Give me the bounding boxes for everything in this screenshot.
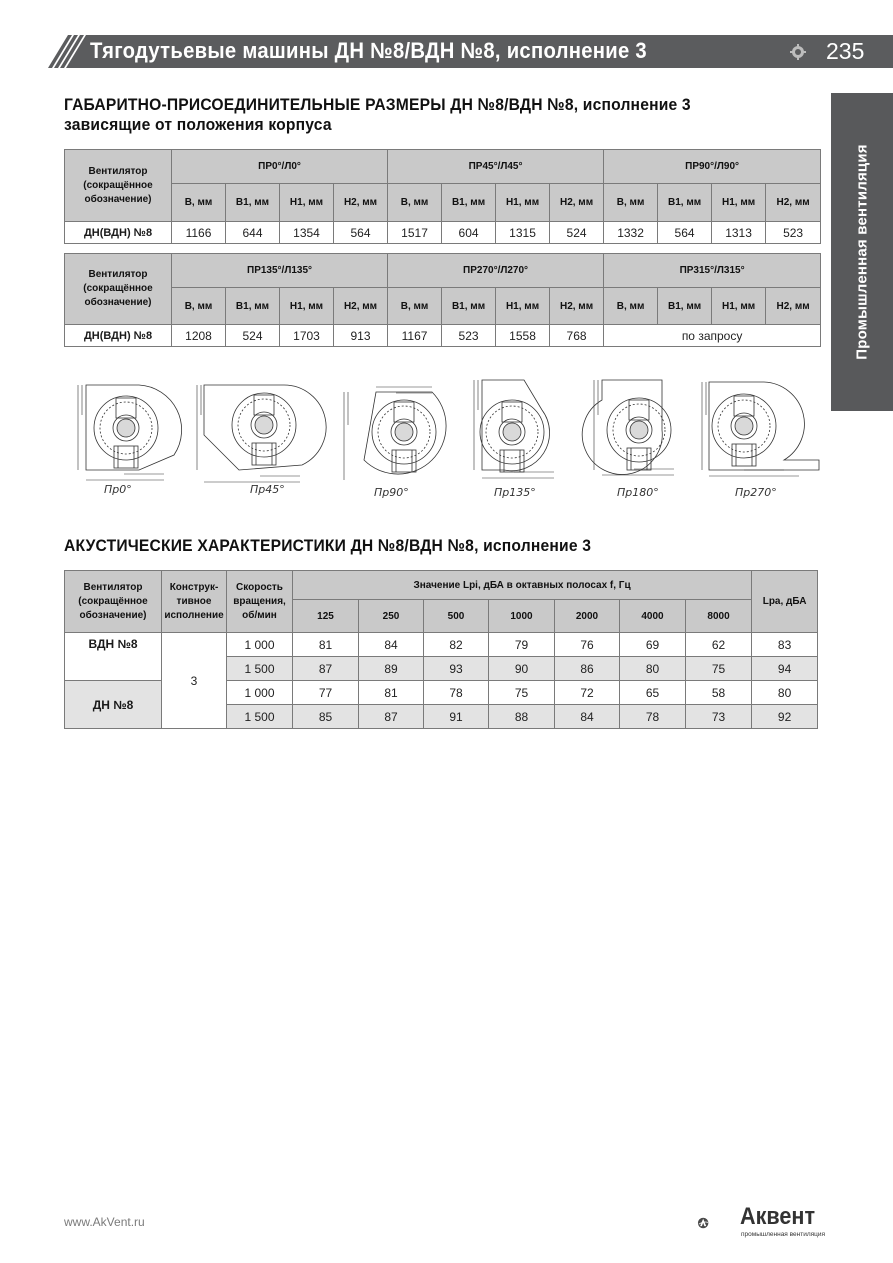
drawing-caption: Пр135° bbox=[494, 486, 536, 499]
cell: 768 bbox=[550, 325, 604, 347]
speed-cell: 1 500 bbox=[227, 705, 293, 729]
cell: 524 bbox=[550, 222, 604, 244]
cell: 88 bbox=[489, 705, 555, 729]
cell: 79 bbox=[489, 633, 555, 657]
table-row bbox=[65, 222, 821, 244]
group-header: ПР315°/Л315° bbox=[604, 254, 821, 288]
cell: 69 bbox=[620, 633, 686, 657]
cell: 1332 bbox=[604, 222, 658, 244]
cell: 72 bbox=[555, 681, 620, 705]
cell: 87 bbox=[293, 657, 359, 681]
cell: 1354 bbox=[280, 222, 334, 244]
drawing-caption: Пр270° bbox=[735, 486, 777, 499]
cell: 73 bbox=[686, 705, 752, 729]
cell: 564 bbox=[658, 222, 712, 244]
drawing-caption: Пр90° bbox=[374, 486, 409, 499]
subcol-header: Н2, мм bbox=[334, 184, 388, 222]
drawing-pr270 bbox=[702, 382, 819, 476]
cell: 82 bbox=[424, 633, 489, 657]
cell: 1167 bbox=[388, 325, 442, 347]
speed-cell: 1 500 bbox=[227, 657, 293, 681]
subcol-header: Н2, мм bbox=[766, 288, 821, 325]
row-name: ДН(ВДН) №8 bbox=[65, 325, 172, 347]
lpa-cell: 92 bbox=[752, 705, 818, 729]
cell: 1166 bbox=[172, 222, 226, 244]
cell: 604 bbox=[442, 222, 496, 244]
cell: 80 bbox=[620, 657, 686, 681]
cell: 81 bbox=[293, 633, 359, 657]
cell: 84 bbox=[555, 705, 620, 729]
subcol-header: Н2, мм bbox=[334, 288, 388, 325]
cell: 81 bbox=[359, 681, 424, 705]
drawing-pr135 bbox=[474, 380, 554, 478]
col-lpa-header: Lpa, дБА bbox=[752, 571, 818, 633]
subcol-header: Н1, мм bbox=[496, 288, 550, 325]
group-header: ПР90°/Л90° bbox=[604, 150, 821, 184]
cell: 62 bbox=[686, 633, 752, 657]
fan-header: Вентилятор (сокращённое обозначение) bbox=[65, 150, 172, 222]
freq-header: 2000 bbox=[555, 600, 620, 633]
subcol-header: В1, мм bbox=[658, 184, 712, 222]
col-band-header: Значение Lpi, дБА в октавных полосах f, Гц bbox=[293, 571, 752, 600]
cell: 564 bbox=[334, 222, 388, 244]
lpa-cell: 94 bbox=[752, 657, 818, 681]
fan-position-drawings bbox=[64, 370, 824, 505]
freq-header: 250 bbox=[359, 600, 424, 633]
akvent-logo-icon bbox=[697, 1203, 737, 1243]
subcol-header: Н1, мм bbox=[280, 184, 334, 222]
cell: 913 bbox=[334, 325, 388, 347]
subcol-header: В1, мм bbox=[442, 184, 496, 222]
speed-cell: 1 000 bbox=[227, 633, 293, 657]
cell: 77 bbox=[293, 681, 359, 705]
table-row bbox=[65, 633, 818, 657]
col-design-header: Конструк-тивное исполнение bbox=[162, 571, 227, 633]
cell: 524 bbox=[226, 325, 280, 347]
cell: 76 bbox=[555, 633, 620, 657]
row-name: ДН №8 bbox=[65, 681, 162, 729]
drawing-pr0 bbox=[78, 385, 182, 480]
page-number: 235 bbox=[826, 38, 865, 64]
cell: 75 bbox=[489, 681, 555, 705]
subcol-header: Н1, мм bbox=[280, 288, 334, 325]
group-header: ПР270°/Л270° bbox=[388, 254, 604, 288]
row-name: ДН(ВДН) №8 bbox=[65, 222, 172, 244]
cell: 1558 bbox=[496, 325, 550, 347]
subcol-header: В, мм bbox=[388, 288, 442, 325]
speed-cell: 1 000 bbox=[227, 681, 293, 705]
cell: 1315 bbox=[496, 222, 550, 244]
drawing-caption: Пр180° bbox=[617, 486, 659, 499]
drawing-caption: Пр0° bbox=[104, 483, 132, 496]
cell: 523 bbox=[766, 222, 821, 244]
cell: 91 bbox=[424, 705, 489, 729]
section-acoustic-title: АКУСТИЧЕСКИЕ ХАРАКТЕРИСТИКИ ДН №8/ВДН №8, исполнение 3 bbox=[64, 536, 592, 555]
drawing-pr180 bbox=[582, 380, 674, 475]
group-header: ПР45°/Л45° bbox=[388, 150, 604, 184]
subcol-header: Н2, мм bbox=[550, 184, 604, 222]
freq-header: 4000 bbox=[620, 600, 686, 633]
drawing-pr90 bbox=[344, 387, 446, 480]
cell: 78 bbox=[620, 705, 686, 729]
subcol-header: В, мм bbox=[388, 184, 442, 222]
cell: 58 bbox=[686, 681, 752, 705]
subcol-header: Н1, мм bbox=[712, 288, 766, 325]
col-fan-header: Вентилятор (сокращённое обозначение) bbox=[65, 571, 162, 633]
drawings-svg bbox=[64, 370, 824, 505]
group-header: ПР0°/Л0° bbox=[172, 150, 388, 184]
group-header: ПР135°/Л135° bbox=[172, 254, 388, 288]
row-name: ВДН №8 bbox=[65, 633, 162, 681]
design-cell: 3 bbox=[162, 633, 227, 729]
cell: 1208 bbox=[172, 325, 226, 347]
subcol-header: В1, мм bbox=[442, 288, 496, 325]
table-row bbox=[65, 325, 821, 347]
header-stripes-decoration bbox=[48, 35, 88, 68]
col-speed-header: Скорость вращения, об/мин bbox=[227, 571, 293, 633]
cell: 86 bbox=[555, 657, 620, 681]
subcol-header: В, мм bbox=[172, 184, 226, 222]
cell: 1517 bbox=[388, 222, 442, 244]
side-tab-label: Промышленная вентиляция bbox=[853, 144, 871, 360]
cell: 75 bbox=[686, 657, 752, 681]
subcol-header: В1, мм bbox=[226, 288, 280, 325]
acoustic-table bbox=[64, 570, 818, 729]
subcol-header: Н1, мм bbox=[496, 184, 550, 222]
cell: 93 bbox=[424, 657, 489, 681]
subcol-header: В, мм bbox=[604, 184, 658, 222]
logo-subtitle: промышленная вентиляция bbox=[741, 1231, 826, 1238]
page-title: Тягодутьевые машины ДН №8/ВДН №8, исполнение 3 bbox=[90, 38, 647, 63]
cell: 78 bbox=[424, 681, 489, 705]
cell: 644 bbox=[226, 222, 280, 244]
lpa-cell: 83 bbox=[752, 633, 818, 657]
cell: 90 bbox=[489, 657, 555, 681]
subcol-header: Н1, мм bbox=[712, 184, 766, 222]
cell: 84 bbox=[359, 633, 424, 657]
fan-header: Вентилятор (сокращённое обозначение) bbox=[65, 254, 172, 325]
footer-url[interactable]: www.AkVent.ru bbox=[64, 1215, 145, 1229]
freq-header: 125 bbox=[293, 600, 359, 633]
section-dims-title: ГАБАРИТНО-ПРИСОЕДИНИТЕЛЬНЫЕ РАЗМЕРЫ ДН №8/ВДН №8, исполнение 3 bbox=[64, 95, 691, 114]
cell: 65 bbox=[620, 681, 686, 705]
cell: 85 bbox=[293, 705, 359, 729]
subcol-header: Н2, мм bbox=[550, 288, 604, 325]
drawing-pr45 bbox=[197, 385, 326, 482]
freq-header: 8000 bbox=[686, 600, 752, 633]
dims-table-2 bbox=[64, 253, 821, 347]
freq-header: 500 bbox=[424, 600, 489, 633]
subcol-header: Н2, мм bbox=[766, 184, 821, 222]
subcol-header: В, мм bbox=[172, 288, 226, 325]
logo-wordmark: Аквент bbox=[740, 1203, 816, 1230]
drawing-caption: Пр45° bbox=[250, 483, 285, 496]
on-request-cell: по запросу bbox=[604, 325, 821, 347]
cell: 1313 bbox=[712, 222, 766, 244]
subcol-header: В1, мм bbox=[226, 184, 280, 222]
lpa-cell: 80 bbox=[752, 681, 818, 705]
cell: 523 bbox=[442, 325, 496, 347]
cell: 89 bbox=[359, 657, 424, 681]
subcol-header: В1, мм bbox=[658, 288, 712, 325]
cell: 1703 bbox=[280, 325, 334, 347]
gear-icon bbox=[790, 44, 806, 60]
section-dims-subtitle: зависящие от положения корпуса bbox=[64, 115, 332, 134]
cell: 87 bbox=[359, 705, 424, 729]
subcol-header: В, мм bbox=[604, 288, 658, 325]
dims-table-1 bbox=[64, 149, 821, 244]
freq-header: 1000 bbox=[489, 600, 555, 633]
